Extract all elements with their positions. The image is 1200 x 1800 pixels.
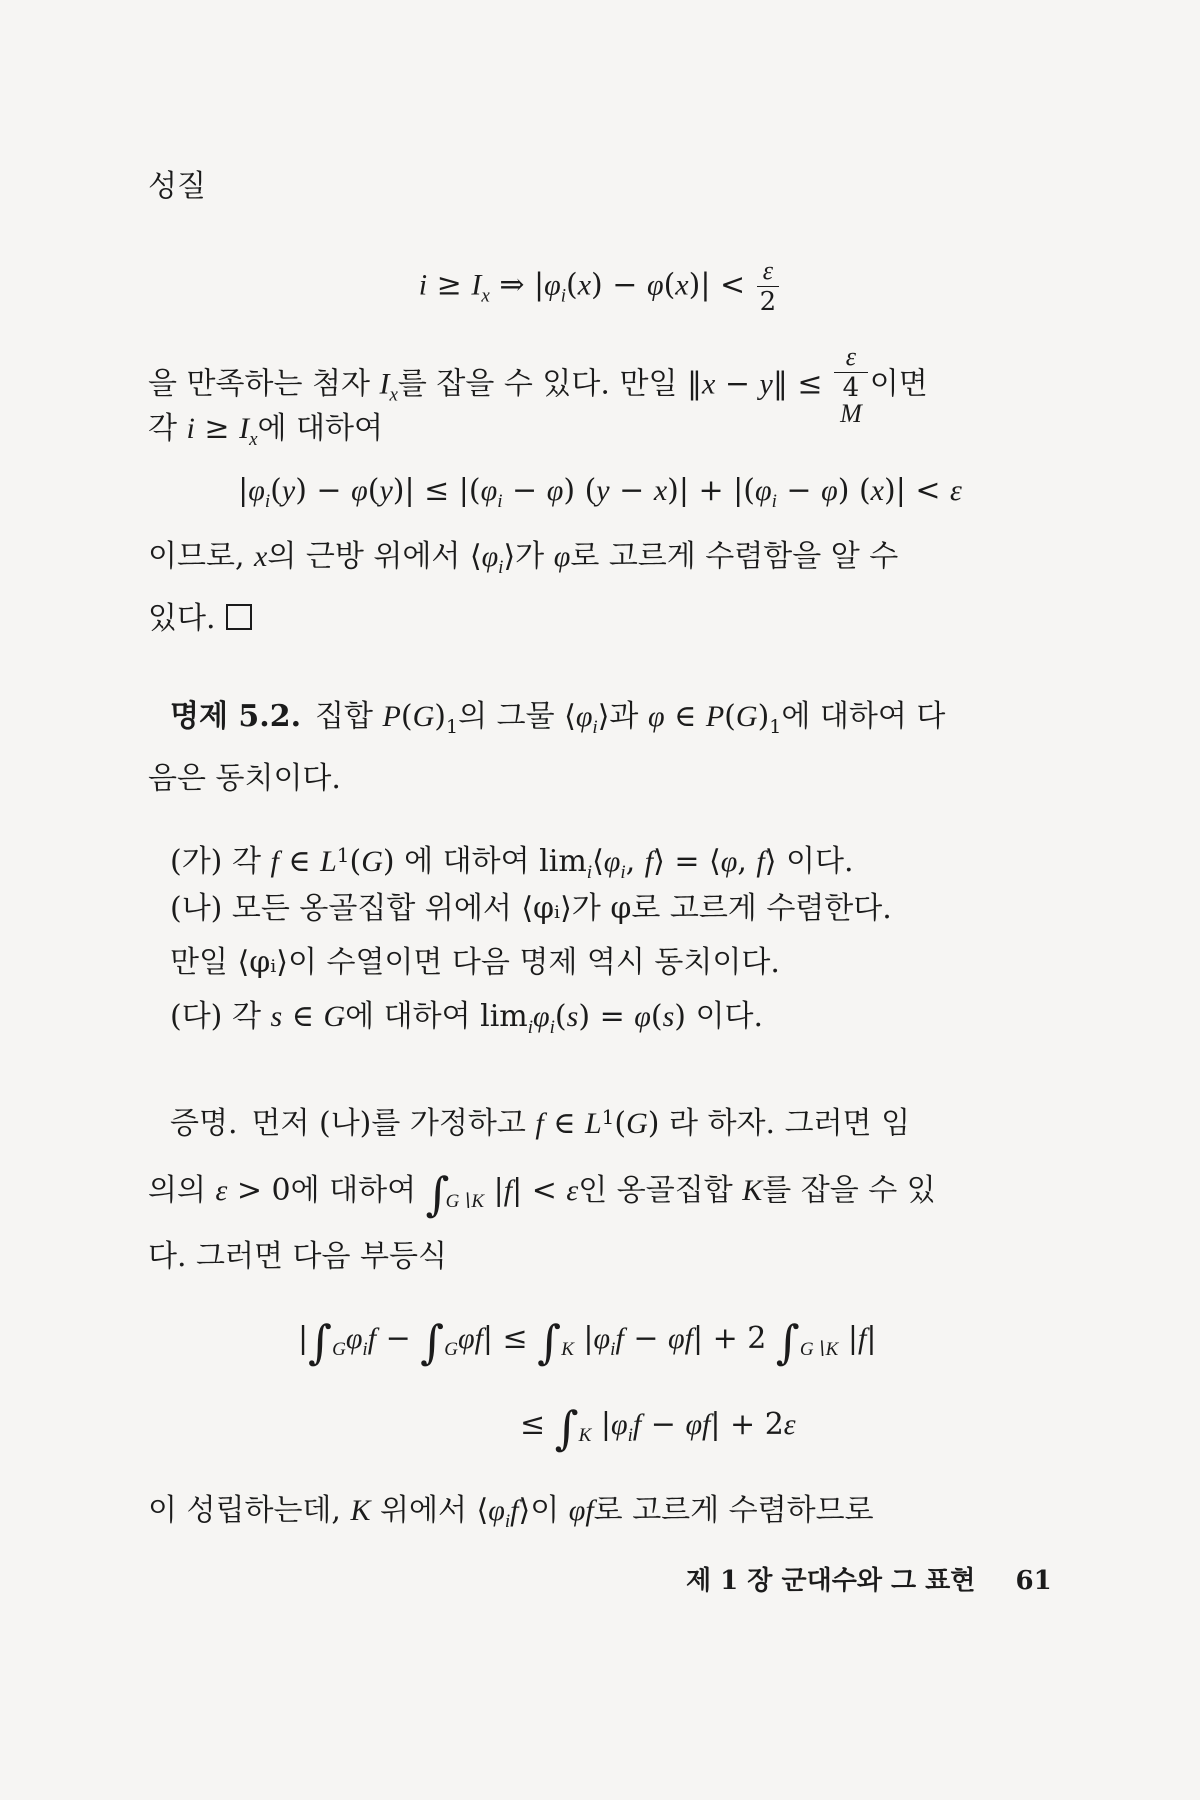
text: 각 bbox=[231, 999, 271, 1034]
text: 위에서 bbox=[370, 1493, 477, 1528]
proof-line-2: 의의 ε > 0에 대하여 $\int_{G∖K}$ |f| < ε인 옹골집합 K를 잡을 수 있 bbox=[148, 1167, 936, 1221]
text: 의의 bbox=[148, 1173, 216, 1208]
text: 에 대하여 다 bbox=[781, 699, 946, 734]
item-label: (다) bbox=[170, 999, 223, 1034]
equation-1: $i \ge I_x$ ⇒ $|\varphi_i(x) - \varphi(x)|$ < $\frac{\varepsilon}{2}$ bbox=[0, 258, 1200, 318]
property-heading: 성질 bbox=[148, 169, 206, 204]
text: 이면 bbox=[869, 366, 928, 402]
text: 인 옹골집합 bbox=[578, 1173, 743, 1208]
text: 에 대하여 bbox=[394, 844, 540, 879]
proposition-line-1: 명제 5.2. 집합 $P(G)_1$의 그물 $⟨\varphi_i⟩$과 φ ∈ $P(G)_1$에 대하여 다 bbox=[170, 699, 946, 738]
text: 에 대하여 bbox=[345, 999, 481, 1034]
text: 에 대하여 bbox=[257, 411, 383, 446]
item-na: (나) 모든 옹골집합 위에서 ⟨φᵢ⟩가 φ로 고르게 수렴한다. bbox=[170, 891, 892, 926]
text: 집합 bbox=[315, 699, 383, 734]
text: 이다. bbox=[776, 844, 854, 879]
text: 로 고르게 수렴함을 알 수 bbox=[570, 539, 899, 574]
proposition-line-2: 음은 동치이다. bbox=[148, 761, 341, 796]
text: 각 bbox=[148, 411, 187, 446]
text: 에 대하여 bbox=[290, 1173, 426, 1208]
text: 가 bbox=[515, 539, 554, 574]
inequality-line-2: ≤ $\int_K$ $|\varphi_if - \varphi f| + 2\varepsilon$ bbox=[520, 1401, 796, 1455]
text: 이 bbox=[530, 1493, 569, 1528]
text: 이므로, bbox=[148, 539, 255, 574]
text: 라 하자. 그러면 임 bbox=[659, 1106, 911, 1141]
equation-2: $|\varphi_i(y) - \varphi(y)| \le |(\varphi_i - \varphi) (y - x)| + |(\varphi_i - \varphi) (x)| < \varepsilon$ bbox=[238, 473, 962, 512]
text: 를 잡을 수 있다. 만일 bbox=[397, 366, 687, 402]
text-line-1: 을 만족하는 첨자 $I_x$를 잡을 수 있다. 만일 ‖x − y‖ ≤ ε 4 M 이면 bbox=[148, 342, 928, 428]
text: 의 근방 위에서 bbox=[267, 539, 470, 574]
footer-chapter-title: 제 1 장 군대수와 그 표현 bbox=[686, 1566, 976, 1596]
item-ga: (가) 각 f ∈ $L^1(G)$ 에 대하여 $\lim_i⟨\varphi_i$, f⟩ = ⟨φ, f⟩ 이다. bbox=[170, 843, 854, 883]
item-label: (가) bbox=[170, 844, 223, 879]
text: 를 잡을 수 있 bbox=[762, 1173, 936, 1208]
text: 로 고르게 수렴하므로 bbox=[593, 1493, 874, 1528]
qed-square-icon bbox=[226, 604, 252, 630]
text: 이다. bbox=[685, 999, 764, 1034]
text: 있다. bbox=[148, 601, 216, 636]
text: 각 bbox=[231, 844, 271, 879]
text: 이 성립하는데, bbox=[148, 1493, 351, 1528]
text-line-2: 각 $i \ge I_x$에 대하여 bbox=[148, 411, 383, 450]
proof-line-1: 증명. 먼저 (나)를 가정하고 f ∈ $L^1(G)$ 라 하자. 그러면 임 bbox=[170, 1105, 911, 1141]
proof-label: 증명. bbox=[170, 1106, 238, 1141]
text-line-4 bbox=[148, 598, 252, 640]
proposition-label: 명제 5.2. bbox=[170, 699, 302, 734]
text: 먼저 (나)를 가정하고 bbox=[251, 1106, 536, 1141]
item-conditional: 만일 ⟨φᵢ⟩이 수열이면 다음 명제 역시 동치이다. bbox=[170, 945, 780, 980]
text-line-3: 이므로, x의 근방 위에서 $⟨\varphi_i⟩$가 φ로 고르게 수렴함을 알 수 bbox=[148, 539, 899, 578]
text: 을 만족하는 첨자 bbox=[148, 366, 380, 402]
item-da: (다) 각 s ∈ G에 대하여 $\lim_i\varphi_i(s) = \varphi(s)$ 이다. bbox=[170, 999, 764, 1038]
inequality-line-1: $|\int_G\varphi_if - \int_G\varphi f| \le \int_K$ $|\varphi_if - \varphi f| + 2$ $\int_{G∖K}$ |f| bbox=[298, 1315, 877, 1369]
text: 의 그물 bbox=[458, 699, 565, 734]
proof-line-3: 다. 그러면 다음 부등식 bbox=[148, 1239, 447, 1274]
page-footer bbox=[686, 1560, 1052, 1597]
last-line: 이 성립하는데, K 위에서 $⟨\varphi_if⟩$이 φf로 고르게 수렴하므로 bbox=[148, 1493, 874, 1532]
page-number: 61 bbox=[1015, 1566, 1052, 1596]
text: 과 bbox=[609, 699, 648, 734]
